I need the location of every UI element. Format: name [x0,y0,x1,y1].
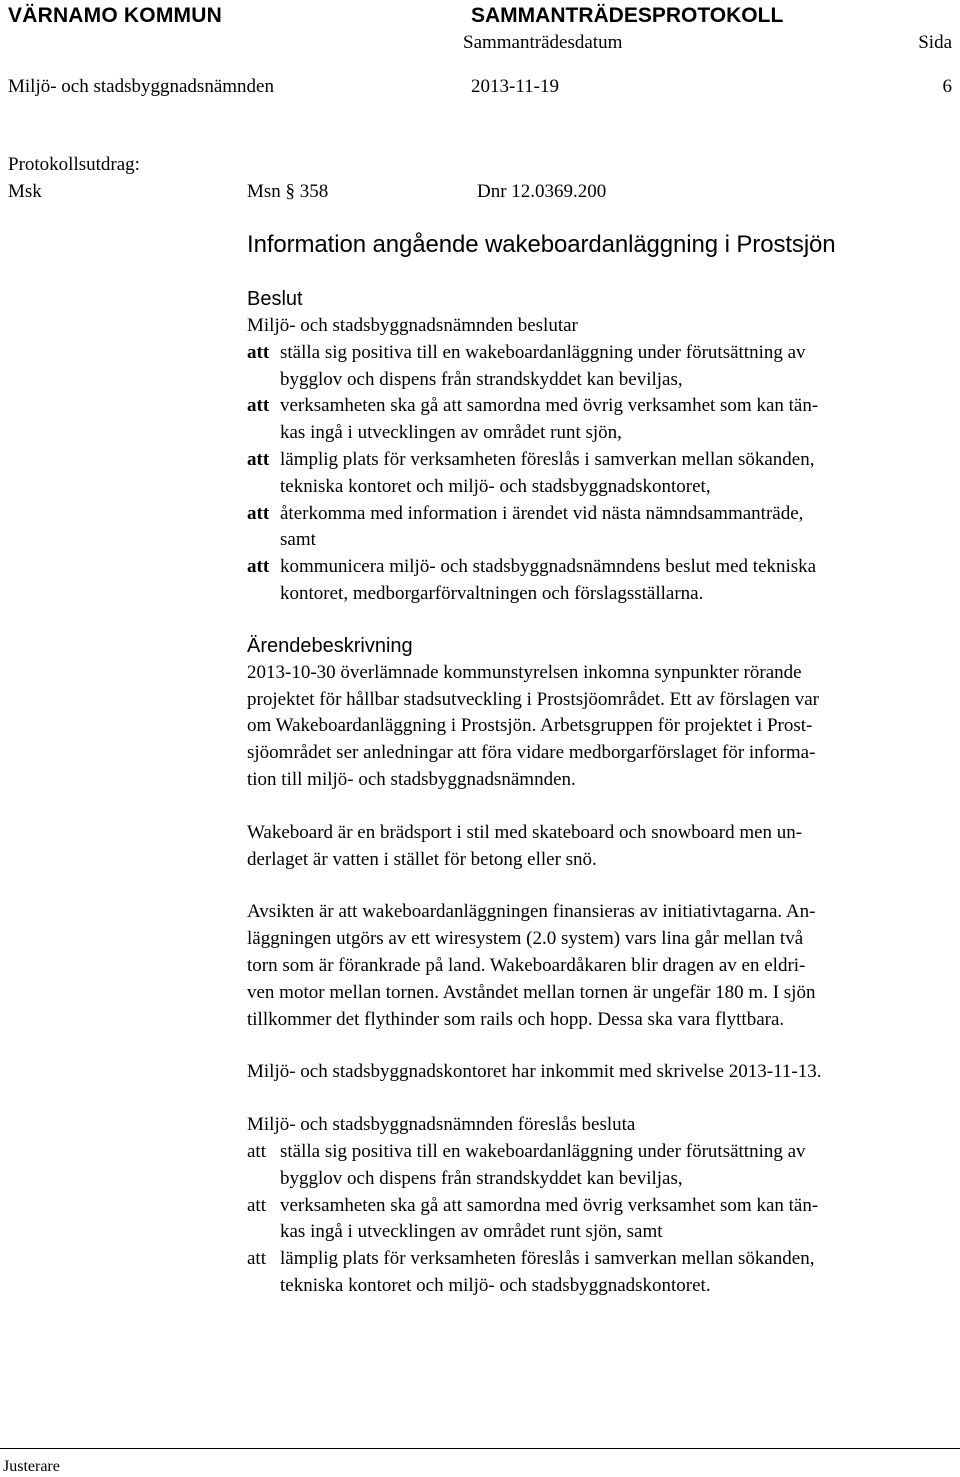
reference-msn: Msn § 358 [247,181,329,202]
paragraph-line: läggningen utgörs av ett wiresystem (2.0 system) vars lina går mellan två [247,928,804,950]
decision-item-line: samt [280,529,316,551]
reference-row [8,179,952,205]
reference-dnr: Dnr 12.0369.200 [477,181,607,202]
paragraph-line: Wakeboard är en brädsport i stil med skateboard och snowboard men un- [247,821,803,843]
att-keyword: att [247,502,270,524]
att-keyword: att [247,556,270,578]
decision-item-line: kontoret, medborgarförvaltningen och förslagsställarna. [280,582,704,604]
decision-item-line: tekniska kontoret och miljö- och stadsbyggnadskontoret, [280,475,711,497]
paragraph-line: tion till miljö- och stadsbyggnadsnämnden. [247,768,576,790]
proposal-item [247,1193,953,1247]
decision-list [247,340,953,608]
proposal-list [247,1139,953,1300]
decision-item-line: bygglov och dispens från strandskyddet kan beviljas, [280,368,683,390]
footer-divider [0,1448,960,1449]
proposal-item [247,1246,953,1300]
att-keyword: att [247,448,270,470]
proposal-item-line: bygglov och dispens från strandskyddet kan beviljas, [280,1167,683,1189]
decision-item [247,447,953,501]
signatory-label: Justerare [3,1458,60,1475]
decision-item-line: återkomma med information i ärendet vid nästa nämndsammanträde, [280,502,804,524]
meeting-date: 2013-11-19 [471,76,559,97]
att-keyword: att [247,1248,266,1270]
decision-item [247,340,953,394]
decision-item [247,501,953,555]
document-header [8,2,952,30]
decision-item-line: lämplig plats för verksamheten föreslås i samverkan mellan sökanden, [280,448,815,470]
decision-item-line: kommunicera miljö- och stadsbyggnadsnämndens beslut med tekniska [280,556,817,578]
att-keyword: att [247,395,270,417]
proposal-intro: Miljö- och stadsbyggnadsnämnden föreslås besluta [247,1114,636,1136]
proposal-item-line: lämplig plats för verksamheten föreslås i samverkan mellan sökanden, [280,1248,815,1270]
decision-item-line: kas ingå i utvecklingen av området runt sjön, [280,422,622,444]
committee-name: Miljö- och stadsbyggnadsnämnden [8,76,274,97]
proposal-item-line: verksamheten ska gå att samordna med övrig verksamhet som kan tän- [280,1194,819,1216]
decision-heading: Beslut [247,288,303,310]
decision-item [247,554,953,608]
description-paragraph [247,820,953,874]
description-paragraph [247,660,953,794]
description-paragraph [247,899,953,1033]
document-type: SAMMANTRÄDESPROTOKOLL [471,4,784,27]
reference-msk: Msk [8,181,42,202]
paragraph-line: torn som är förankrade på land. Wakeboardåkaren blir dragen av en eldri- [247,954,806,976]
extract-label: Protokollsutdrag: [8,154,140,175]
document-body [247,285,953,1300]
meeting-date-label: Sammanträdesdatum [463,32,623,53]
decision-item-line: verksamheten ska gå att samordna med övrig verksamhet som kan tän- [280,395,819,417]
decision-item [247,393,953,447]
paragraph-line: projektet för hållbar stadsutveckling i Prostsjöområdet. Ett av förslagen var [247,688,819,710]
att-keyword: att [247,1140,266,1162]
paragraph-line: tillkommer det flythinder som rails och hopp. Dessa ska vara flyttbara. [247,1008,785,1030]
description-paragraph [247,1059,953,1086]
att-keyword: att [247,1194,266,1216]
description-heading: Ärendebeskrivning [247,634,413,657]
proposal-item [247,1139,953,1193]
paragraph-line: sjöområdet ser anledningar att föra vidare medborgarförslaget för informa- [247,742,816,764]
decision-item-line: ställa sig positiva till en wakeboardanläggning under förutsättning av [280,341,806,363]
page-label: Sida [918,32,952,53]
decision-intro: Miljö- och stadsbyggnadsnämnden beslutar [247,315,578,336]
paragraph-line: Miljö- och stadsbyggnadskontoret har inkommit med skrivelse 2013-11-13. [247,1061,822,1083]
document-title: Information angående wakeboardanläggning i Prostsjön [247,231,836,258]
municipality-name: VÄRNAMO KOMMUN [8,4,222,27]
page-number: 6 [942,76,952,97]
paragraph-line: 2013-10-30 överlämnade kommunstyrelsen inkomna synpunkter rörande [247,661,802,683]
proposal-item-line: kas ingå i utvecklingen av området runt sjön, samt [280,1221,663,1243]
paragraph-line: om Wakeboardanläggning i Prostsjön. Arbetsgruppen för projektet i Prost- [247,715,813,737]
proposal-item-line: tekniska kontoret och miljö- och stadsbyggnadskontoret. [280,1274,711,1296]
proposal-item-line: ställa sig positiva till en wakeboardanläggning under förutsättning av [280,1140,806,1162]
paragraph-line: Avsikten är att wakeboardanläggningen finansieras av initiativtagarna. An- [247,901,816,923]
paragraph-line: ven motor mellan tornen. Avståndet mellan tornen är ungefär 180 m. I sjön [247,981,816,1003]
att-keyword: att [247,341,270,363]
paragraph-line: derlaget är vatten i stället för betong eller snö. [247,848,597,870]
